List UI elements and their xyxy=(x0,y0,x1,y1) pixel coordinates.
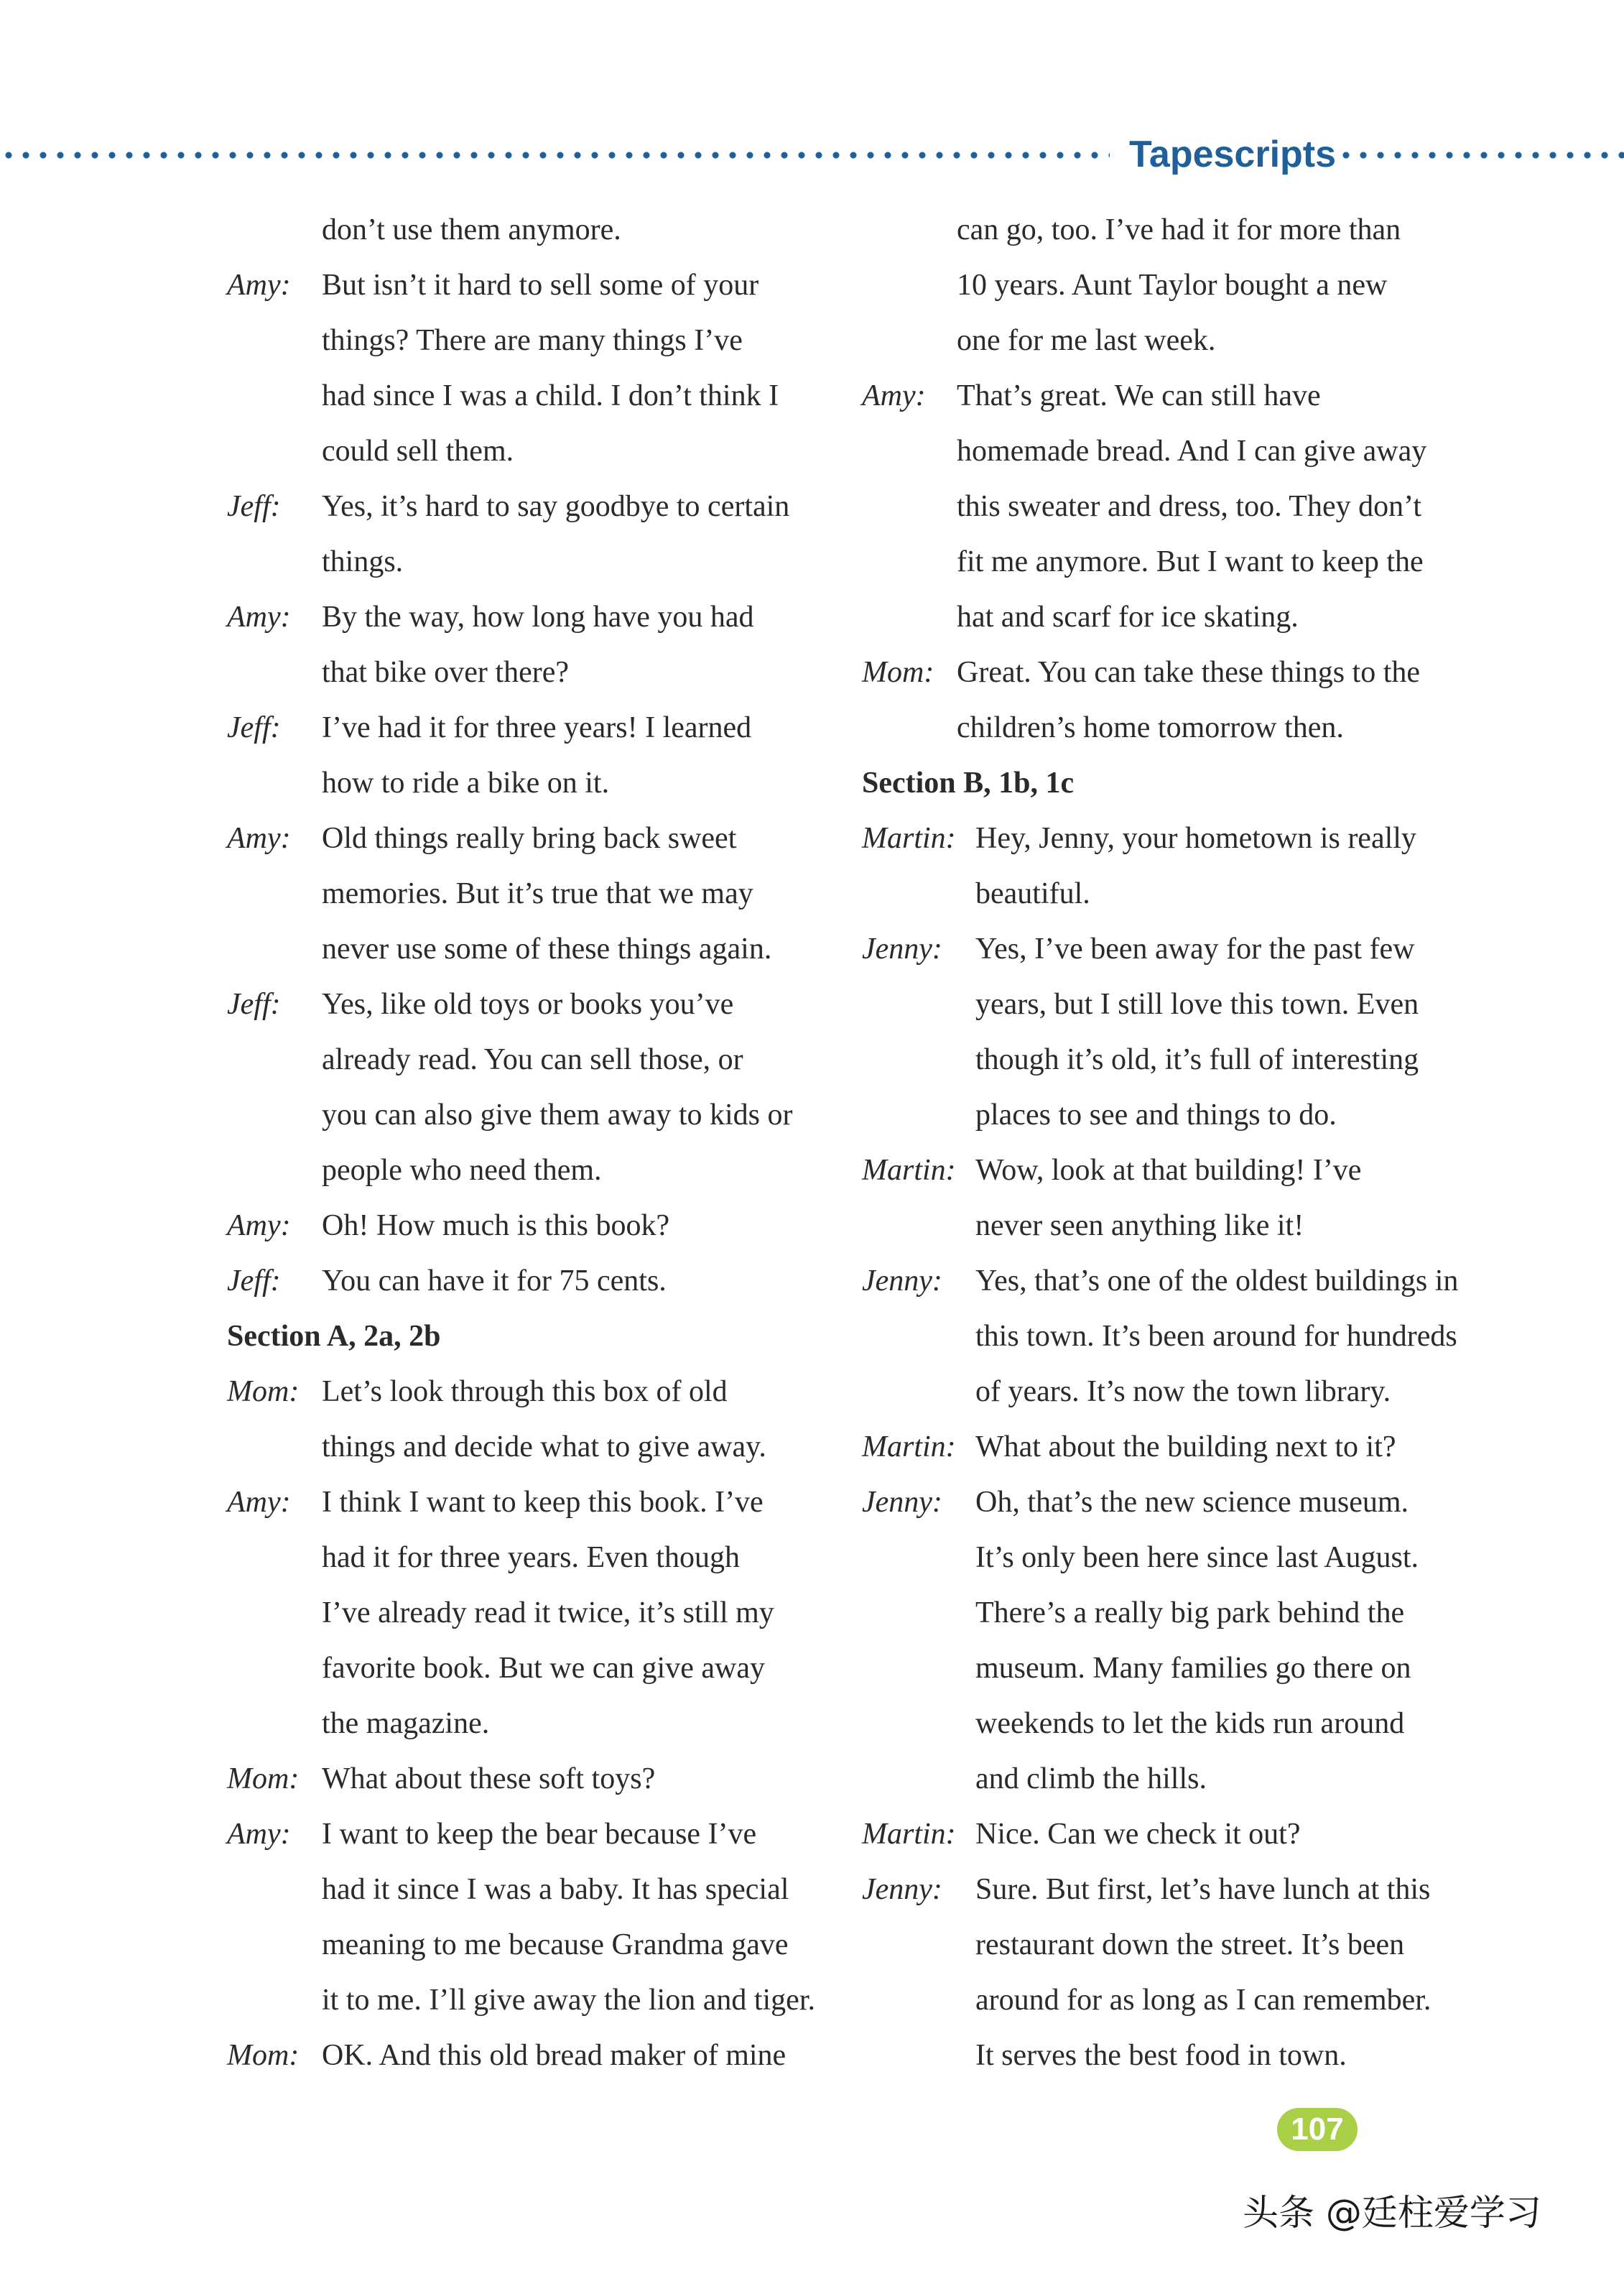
dialogue-text: never use some of these things again. xyxy=(322,933,772,966)
dialogue-text: Yes, that’s one of the oldest buildings in xyxy=(975,1264,1459,1298)
dialogue-text: There’s a really big park behind the xyxy=(975,1596,1405,1629)
dialogue-text: Yes, like old toys or books you’ve xyxy=(322,988,734,1021)
dialogue-line xyxy=(227,1364,823,1420)
dialogue-text: memories. But it’s true that we may xyxy=(322,877,753,910)
right-column xyxy=(862,203,1480,2083)
dotted-rule-left xyxy=(0,152,1110,159)
dialogue-line xyxy=(227,1807,823,1862)
page-number: 107 xyxy=(1277,2108,1358,2151)
section-heading: Section B, 1b, 1c xyxy=(862,767,1075,800)
dialogue-text: Sure. But first, let’s have lunch at this xyxy=(975,1873,1431,1906)
dialogue-line xyxy=(862,1420,1480,1475)
dialogue-text: children’s home tomorrow then. xyxy=(957,711,1344,744)
dialogue-text: What about the building next to it? xyxy=(975,1430,1396,1463)
speaker-label: Martin: xyxy=(862,822,956,855)
dialogue-text: You can have it for 75 cents. xyxy=(322,1264,667,1298)
dialogue-text: years, but I still love this town. Even xyxy=(975,988,1419,1021)
dialogue-text: Let’s look through this box of old xyxy=(322,1375,728,1408)
dialogue-text: had since I was a child. I don’t think I xyxy=(322,379,779,412)
dialogue-text: Oh, that’s the new science museum. xyxy=(975,1486,1409,1519)
dialogue-text: What about these soft toys? xyxy=(322,1762,656,1795)
dialogue-text: and climb the hills. xyxy=(975,1762,1207,1795)
speaker-label: Mom: xyxy=(862,656,934,689)
dialogue-line xyxy=(862,1862,1480,1918)
dialogue-line xyxy=(227,590,823,645)
page-header xyxy=(0,126,1624,183)
dialogue-text: it to me. I’ll give away the lion and tiger. xyxy=(322,1984,815,2017)
dialogue-line xyxy=(862,922,1480,977)
speaker-label: Jeff: xyxy=(227,988,281,1021)
dialogue-text: meaning to me because Grandma gave xyxy=(322,1928,789,1961)
dialogue-text: places to see and things to do. xyxy=(975,1099,1337,1132)
dialogue-text: that bike over there? xyxy=(322,656,569,689)
speaker-label: Amy: xyxy=(862,379,926,412)
dialogue-line xyxy=(862,811,1480,866)
section-heading: Section A, 2a, 2b xyxy=(227,1320,441,1353)
dialogue-line xyxy=(862,1807,1480,1862)
dialogue-text: the magazine. xyxy=(322,1707,490,1740)
speaker-label: Jeff: xyxy=(227,490,281,523)
dialogue-text: fit me anymore. But I want to keep the xyxy=(957,545,1424,578)
dialogue-line xyxy=(227,1254,823,1309)
dialogue-text: one for me last week. xyxy=(957,324,1216,357)
dialogue-text: had it since I was a baby. It has special xyxy=(322,1873,789,1906)
dialogue-text: things. xyxy=(322,545,404,578)
dialogue-text: I’ve already read it twice, it’s still my xyxy=(322,1596,774,1629)
dialogue-text: things? There are many things I’ve xyxy=(322,324,743,357)
dialogue-text: this sweater and dress, too. They don’t xyxy=(957,490,1422,523)
dialogue-text: can go, too. I’ve had it for more than xyxy=(957,213,1401,246)
dialogue-text: Hey, Jenny, your hometown is really xyxy=(975,822,1416,855)
dialogue-text: weekends to let the kids run around xyxy=(975,1707,1405,1740)
dialogue-line xyxy=(862,645,1480,700)
dialogue-line xyxy=(227,479,823,535)
dialogue-line xyxy=(862,1475,1480,1530)
dialogue-line xyxy=(227,258,823,313)
dialogue-text: hat and scarf for ice skating. xyxy=(957,601,1299,634)
speaker-label: Jeff: xyxy=(227,711,281,744)
dialogue-text: I’ve had it for three years! I learned xyxy=(322,711,752,744)
dialogue-text: of years. It’s now the town library. xyxy=(975,1375,1391,1408)
dialogue-text: By the way, how long have you had xyxy=(322,601,754,634)
dialogue-text: around for as long as I can remember. xyxy=(975,1984,1432,2017)
dialogue-text: restaurant down the street. It’s been xyxy=(975,1928,1405,1961)
dialogue-text: Nice. Can we check it out? xyxy=(975,1818,1301,1851)
dialogue-text: had it for three years. Even though xyxy=(322,1541,740,1574)
dialogue-line xyxy=(862,1254,1480,1309)
header-title: Tapescripts xyxy=(1129,134,1337,175)
dialogue-text: though it’s old, it’s full of interesting xyxy=(975,1043,1419,1076)
dialogue-text: Oh! How much is this book? xyxy=(322,1209,670,1242)
dialogue-text: beautiful. xyxy=(975,877,1090,910)
left-column xyxy=(227,203,823,2083)
watermark: 头条 @廷柱爱学习 xyxy=(1243,2192,1541,2234)
dialogue-text: things and decide what to give away. xyxy=(322,1430,766,1463)
speaker-label: Amy: xyxy=(227,601,291,634)
dialogue-text: Yes, I’ve been away for the past few xyxy=(975,933,1415,966)
dialogue-line xyxy=(227,811,823,866)
dialogue-text: It serves the best food in town. xyxy=(975,2039,1347,2072)
dialogue-line xyxy=(227,700,823,756)
dialogue-text: That’s great. We can still have xyxy=(957,379,1321,412)
speaker-label: Martin: xyxy=(862,1818,956,1851)
dialogue-text: how to ride a bike on it. xyxy=(322,767,610,800)
dialogue-text: people who need them. xyxy=(322,1154,602,1187)
dialogue-text: It’s only been here since last August. xyxy=(975,1541,1419,1574)
dialogue-text: I want to keep the bear because I’ve xyxy=(322,1818,757,1851)
dialogue-text: But isn’t it hard to sell some of your xyxy=(322,269,759,302)
dotted-rule-right xyxy=(1337,152,1624,159)
dialogue-text: already read. You can sell those, or xyxy=(322,1043,743,1076)
speaker-label: Amy: xyxy=(227,822,291,855)
dialogue-text: Great. You can take these things to the xyxy=(957,656,1421,689)
dialogue-text: don’t use them anymore. xyxy=(322,213,621,246)
speaker-label: Jenny: xyxy=(862,1486,942,1519)
dialogue-line xyxy=(227,977,823,1032)
dialogue-line xyxy=(227,1752,823,1807)
dialogue-text: homemade bread. And I can give away xyxy=(957,435,1427,468)
dialogue-text: this town. It’s been around for hundreds xyxy=(975,1320,1457,1353)
dialogue-text: OK. And this old bread maker of mine xyxy=(322,2039,787,2072)
dialogue-text: 10 years. Aunt Taylor bought a new xyxy=(957,269,1388,302)
dialogue-text: never seen anything like it! xyxy=(975,1209,1304,1242)
dialogue-line xyxy=(862,369,1480,424)
dialogue-text: Wow, look at that building! I’ve xyxy=(975,1154,1362,1187)
speaker-label: Amy: xyxy=(227,1486,291,1519)
dialogue-text: Old things really bring back sweet xyxy=(322,822,737,855)
speaker-label: Jeff: xyxy=(227,1264,281,1298)
speaker-label: Jenny: xyxy=(862,1873,942,1906)
speaker-label: Amy: xyxy=(227,1209,291,1242)
dialogue-text: I think I want to keep this book. I’ve xyxy=(322,1486,764,1519)
dialogue-text: could sell them. xyxy=(322,435,514,468)
speaker-label: Mom: xyxy=(227,1375,300,1408)
speaker-label: Mom: xyxy=(227,2039,300,2072)
speaker-label: Amy: xyxy=(227,1818,291,1851)
dialogue-line xyxy=(227,1198,823,1254)
dialogue-text: you can also give them away to kids or xyxy=(322,1099,793,1132)
dialogue-line xyxy=(862,1143,1480,1198)
speaker-label: Jenny: xyxy=(862,933,942,966)
dialogue-line xyxy=(227,1475,823,1530)
speaker-label: Martin: xyxy=(862,1154,956,1187)
speaker-label: Martin: xyxy=(862,1430,956,1463)
speaker-label: Amy: xyxy=(227,269,291,302)
dialogue-text: Yes, it’s hard to say goodbye to certain xyxy=(322,490,790,523)
dialogue-text: museum. Many families go there on xyxy=(975,1652,1411,1685)
dialogue-text: favorite book. But we can give away xyxy=(322,1652,765,1685)
speaker-label: Mom: xyxy=(227,1762,300,1795)
dialogue-line xyxy=(227,2028,823,2083)
speaker-label: Jenny: xyxy=(862,1264,942,1298)
